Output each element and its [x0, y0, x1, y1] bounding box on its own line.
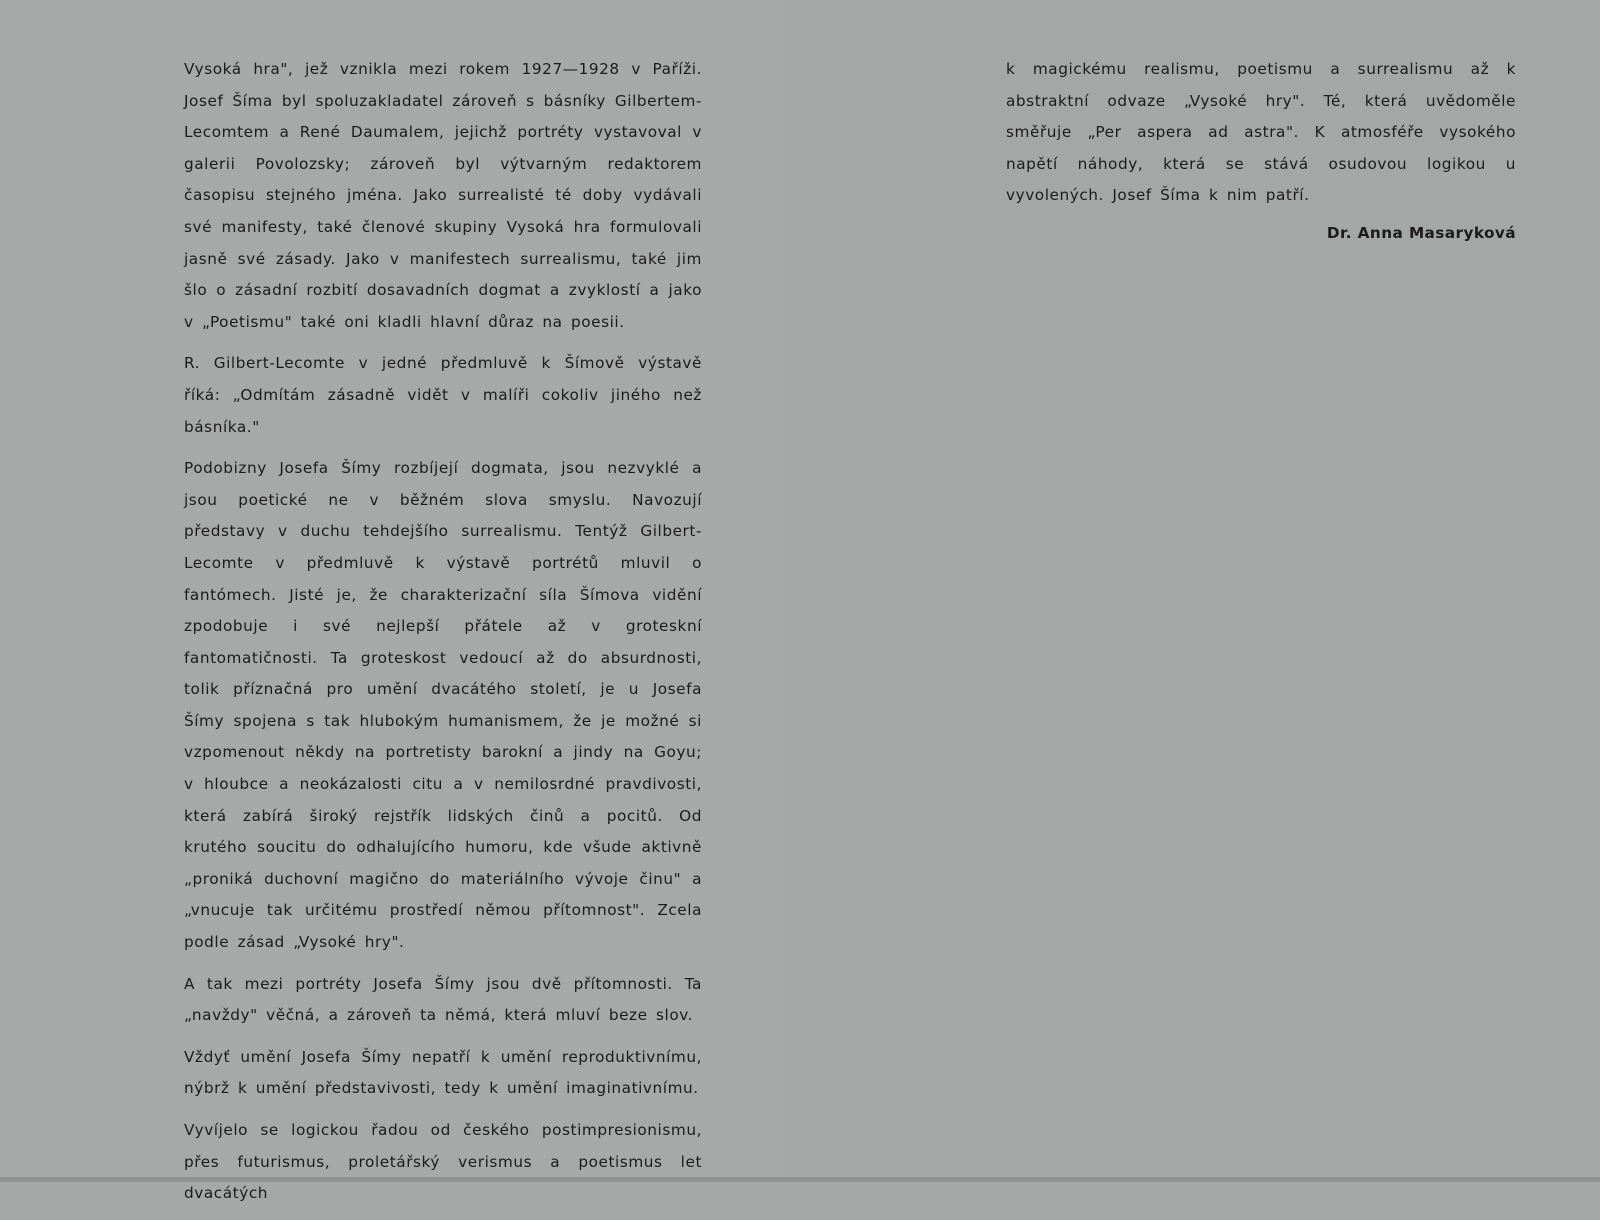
left-text-column: [184, 54, 702, 1220]
paragraph-gilbert-lecomte-quote: R. Gilbert-Lecomte v jedné předmluvě k Šímově výstavě říká: „Odmítám zásadně vidět v malíři cokoliv jiného než básníka.": [184, 354, 702, 436]
paragraph-magicky-realismus: k magickému realismu, poetismu a surrealismu až k abstraktní odvaze „Vysoké hry". Té, která uvědoměle směřuje „Per aspera ad astra". K atmosféře vysokého napětí náhody, která se stává osudovou logikou u vyvolených. Josef Šíma k nim patří.: [1006, 60, 1516, 205]
right-text-column: [1006, 54, 1516, 222]
page-fold: [781, 0, 783, 1182]
paragraph-dve-pritomnosti: A tak mezi portréty Josefa Šímy jsou dvě přítomnosti. Ta „navždy" věčná, a zároveň ta němá, která mluví beze slov.: [184, 974, 702, 1025]
paragraph-podobizny: Podobizny Josefa Šímy rozbíjejí dogmata, jsou nezvyklé a jsou poetické ne v běžném slova smyslu. Navozují představy v duchu tehdejšího surrealismu. Tentýž Gilbert-Lecomte v předmluvě k výstavě portrétů mluvil o fantómech. Jisté je, že charakterizační síla Šímova vidění zpodobuje i své nejlepší přátele až v groteskní fantomatičnosti. Ta groteskost vedoucí až do absurdnosti, tolik příznačná pro umění dvacátého století, je u Josefa Šímy spojena s tak hlubokým humanismem, že je možné si vzpomenout někdy na portretisty barokní a jindy na Goyu; v hloubce a neokázalosti citu a v nemilosrdné pravdivosti, která zabírá široký rejstřík lidských činů a pocitů. Od krutého soucitu do odhalujícího humoru, kde všude aktivně „proniká duchovní magično do materiálního vývoje činu" a „vnucuje tak určitému prostředí němou přítomnost". Zcela podle zásad „Vysoké hry".: [184, 459, 702, 952]
paragraph-vyvijelo-se: Vyvíjelo se logickou řadou od českého postimpresionismu, přes futurismus, proletářský verismus a poetismus let dvacátých: [184, 1121, 702, 1203]
author-signature: Dr. Anna Masaryková: [1326, 224, 1516, 242]
paragraph-vysoka-hra: Vysoká hra", jež vznikla mezi rokem 1927—1928 v Paříži. Josef Šíma byl spoluzakladatel zároveň s básníky Gilbertem-Lecomtem a René Daumalem, jejichž portréty vystavoval v galerii Povolozsky; zároveň byl výtvarným redaktorem časopisu stejného jména. Jako surrealisté té doby vydávali své manifesty, také členové skupiny Vysoká hra formulovali jasně své zásady. Jako v manifestech surrealismu, také jim šlo o zásadní rozbití dosavadních dogmat a zvyklostí a jako v „Poetismu" také oni kladli hlavní důraz na poesii.: [184, 60, 702, 331]
paragraph-umeni-imaginativni: Vždyť umění Josefa Šímy nepatří k umění reproduktivnímu, nýbrž k umění představivosti, tedy k umění imaginativnímu.: [184, 1047, 702, 1098]
